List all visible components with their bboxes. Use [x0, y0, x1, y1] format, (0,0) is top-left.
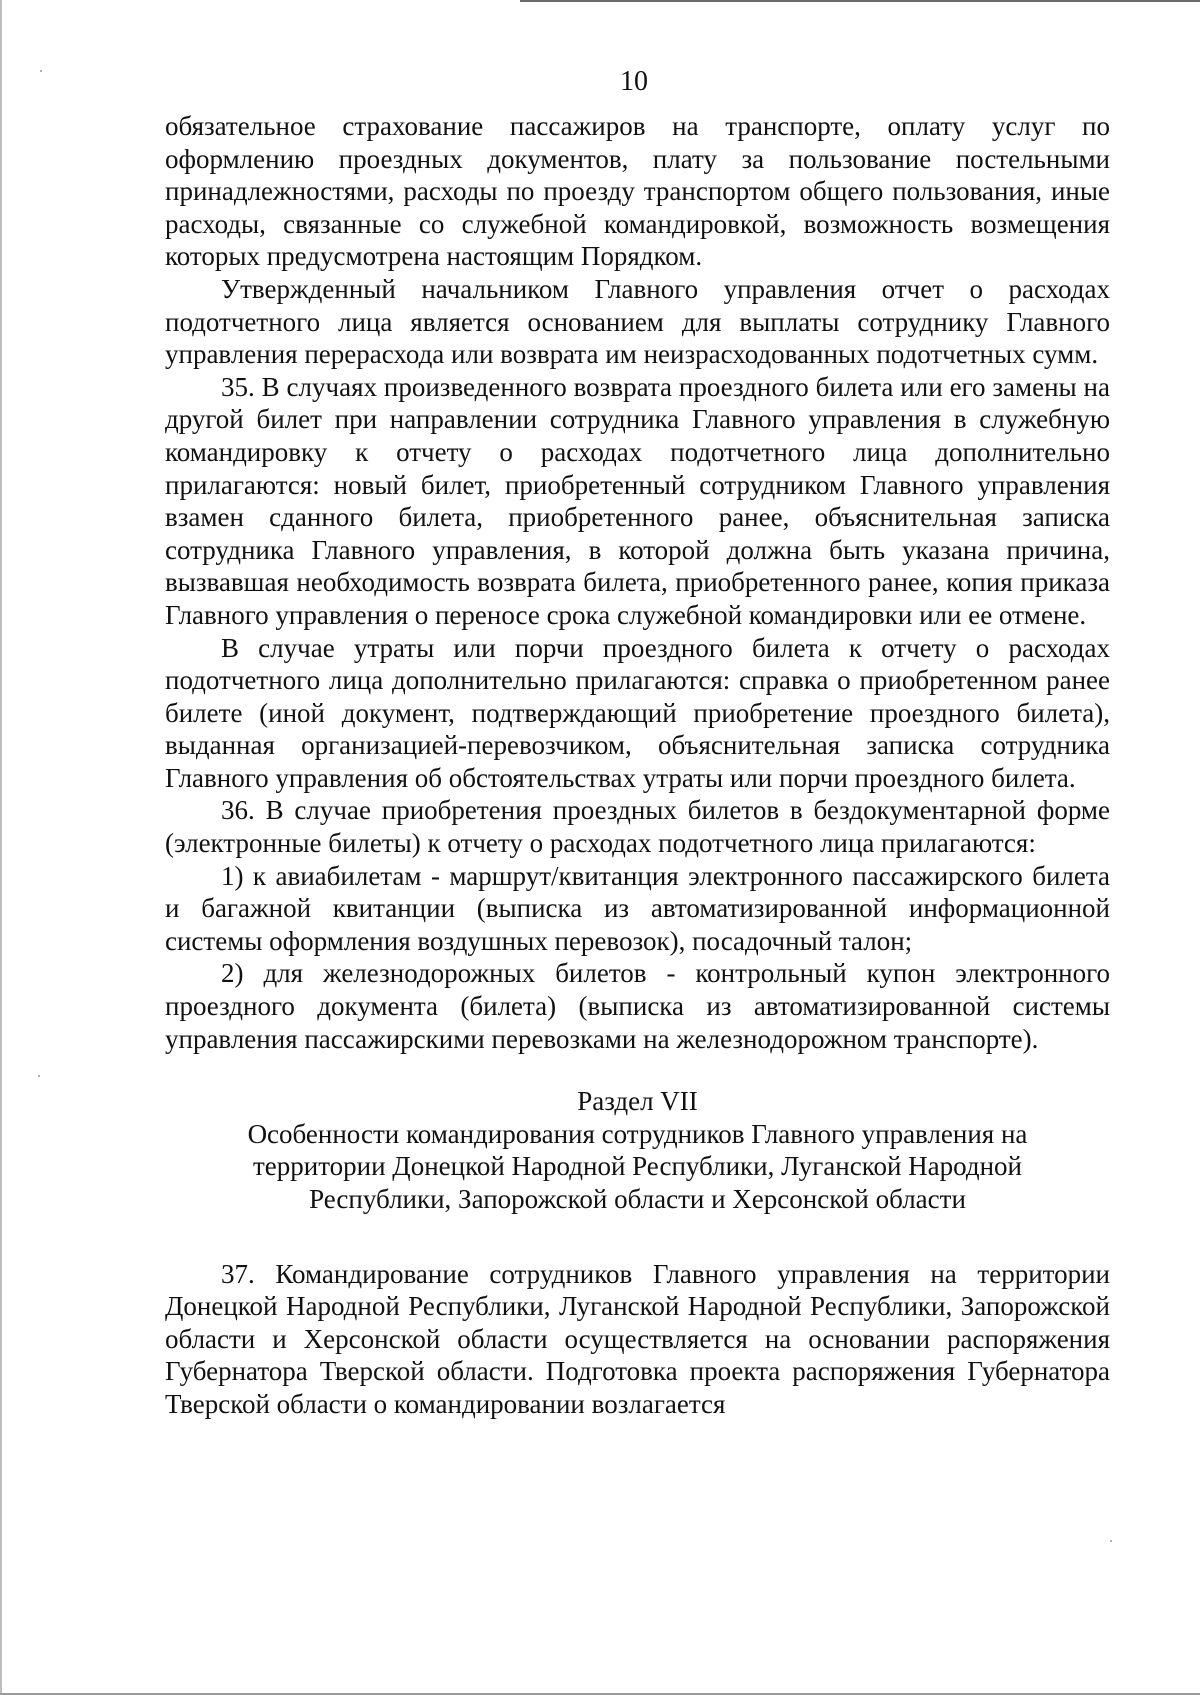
scan-speck: [1110, 1540, 1112, 1542]
scan-edge-left: [0, 0, 2, 1695]
section-title: Особенности командирования сотрудников Главного управления на территории Донецкой Народной Республики, Луганской Народной Республики, Запорожской области и Херсонской области: [247, 1118, 1028, 1214]
paragraph-item-35: 35. В случаях произведенного возврата проездного билета или его замены на другой билет при направлении сотрудника Главного управления в служебную командировку к отчету о расходах подотчетного лица дополнительно прилагаются: новый билет, приобретенный сотрудником Главного управления взамен сданного билета, приобретенного ранее, объяснительная записка сотрудника Главного управления, в которой должна быть указана причина, вызвавшая необходимость возврата билета, приобретенного ранее, копия приказа Главного управления о переносе срока служебной командировки или ее отмене.: [165, 371, 1110, 630]
scan-speck: [38, 1075, 40, 1077]
paragraph-report-approval: Утвержденный начальником Главного управления отчет о расходах подотчетного лица является основанием для выплаты сотруднику Главного управления перерасхода или возврата им неизрасходованных подотчетных сумм.: [165, 273, 1110, 370]
paragraph-ticket-loss: В случае утраты или порчи проездного билета к отчету о расходах подотчетного лица дополнительно прилагаются: справка о приобретенном ранее билете (иной документ, подтверждающий приобретение проездного билета), выданная организацией-перевозчиком, объяснительная записка сотрудника Главного управления об обстоятельствах утраты или порчи проездного билета.: [165, 632, 1110, 793]
paragraph-continuation: обязательное страхование пассажиров на транспорте, оплату услуг по оформлению проездных документов, плату за пользование постельными принадлежностями, расходы по проезду транспортом общего пользования, иные расходы, связанные со служебной командировкой, возможность возмещения которых предусмотрена настоящим Порядком.: [165, 111, 1110, 272]
paragraph-item-37: 37. Командирование сотрудников Главного управления на территории Донецкой Народной Республики, Луганской Народной Республики, Запорожской области и Херсонской области осуществляется на основании распоряжения Губернатора Тверской области. Подготовка проекта распоряжения Губернатора Тверской области о командировании возлагается: [165, 1258, 1110, 1419]
document-body: [165, 110, 1110, 1421]
scan-edge-top: [520, 0, 1200, 2]
page-number: 10: [620, 66, 648, 97]
paragraph-item-36-1: 1) к авиабилетам - маршрут/квитанция электронного пассажирского билета и багажной квитанции (выписка из автоматизированной информационной системы оформления воздушных перевозок), посадочный талон;: [165, 860, 1110, 956]
paragraph-item-36: 36. В случае приобретения проездных билетов в бездокументарной форме (электронные билеты) к отчету о расходах подотчетного лица прилагаются:: [165, 795, 1110, 859]
paragraph-item-36-2: 2) для железнодорожных билетов - контрольный купон электронного проездного документа (билета) (выписка из автоматизированной системы управления пассажирскими перевозками на железнодорожном транспорте).: [165, 958, 1110, 1054]
section-label: Раздел VII: [577, 1086, 698, 1117]
